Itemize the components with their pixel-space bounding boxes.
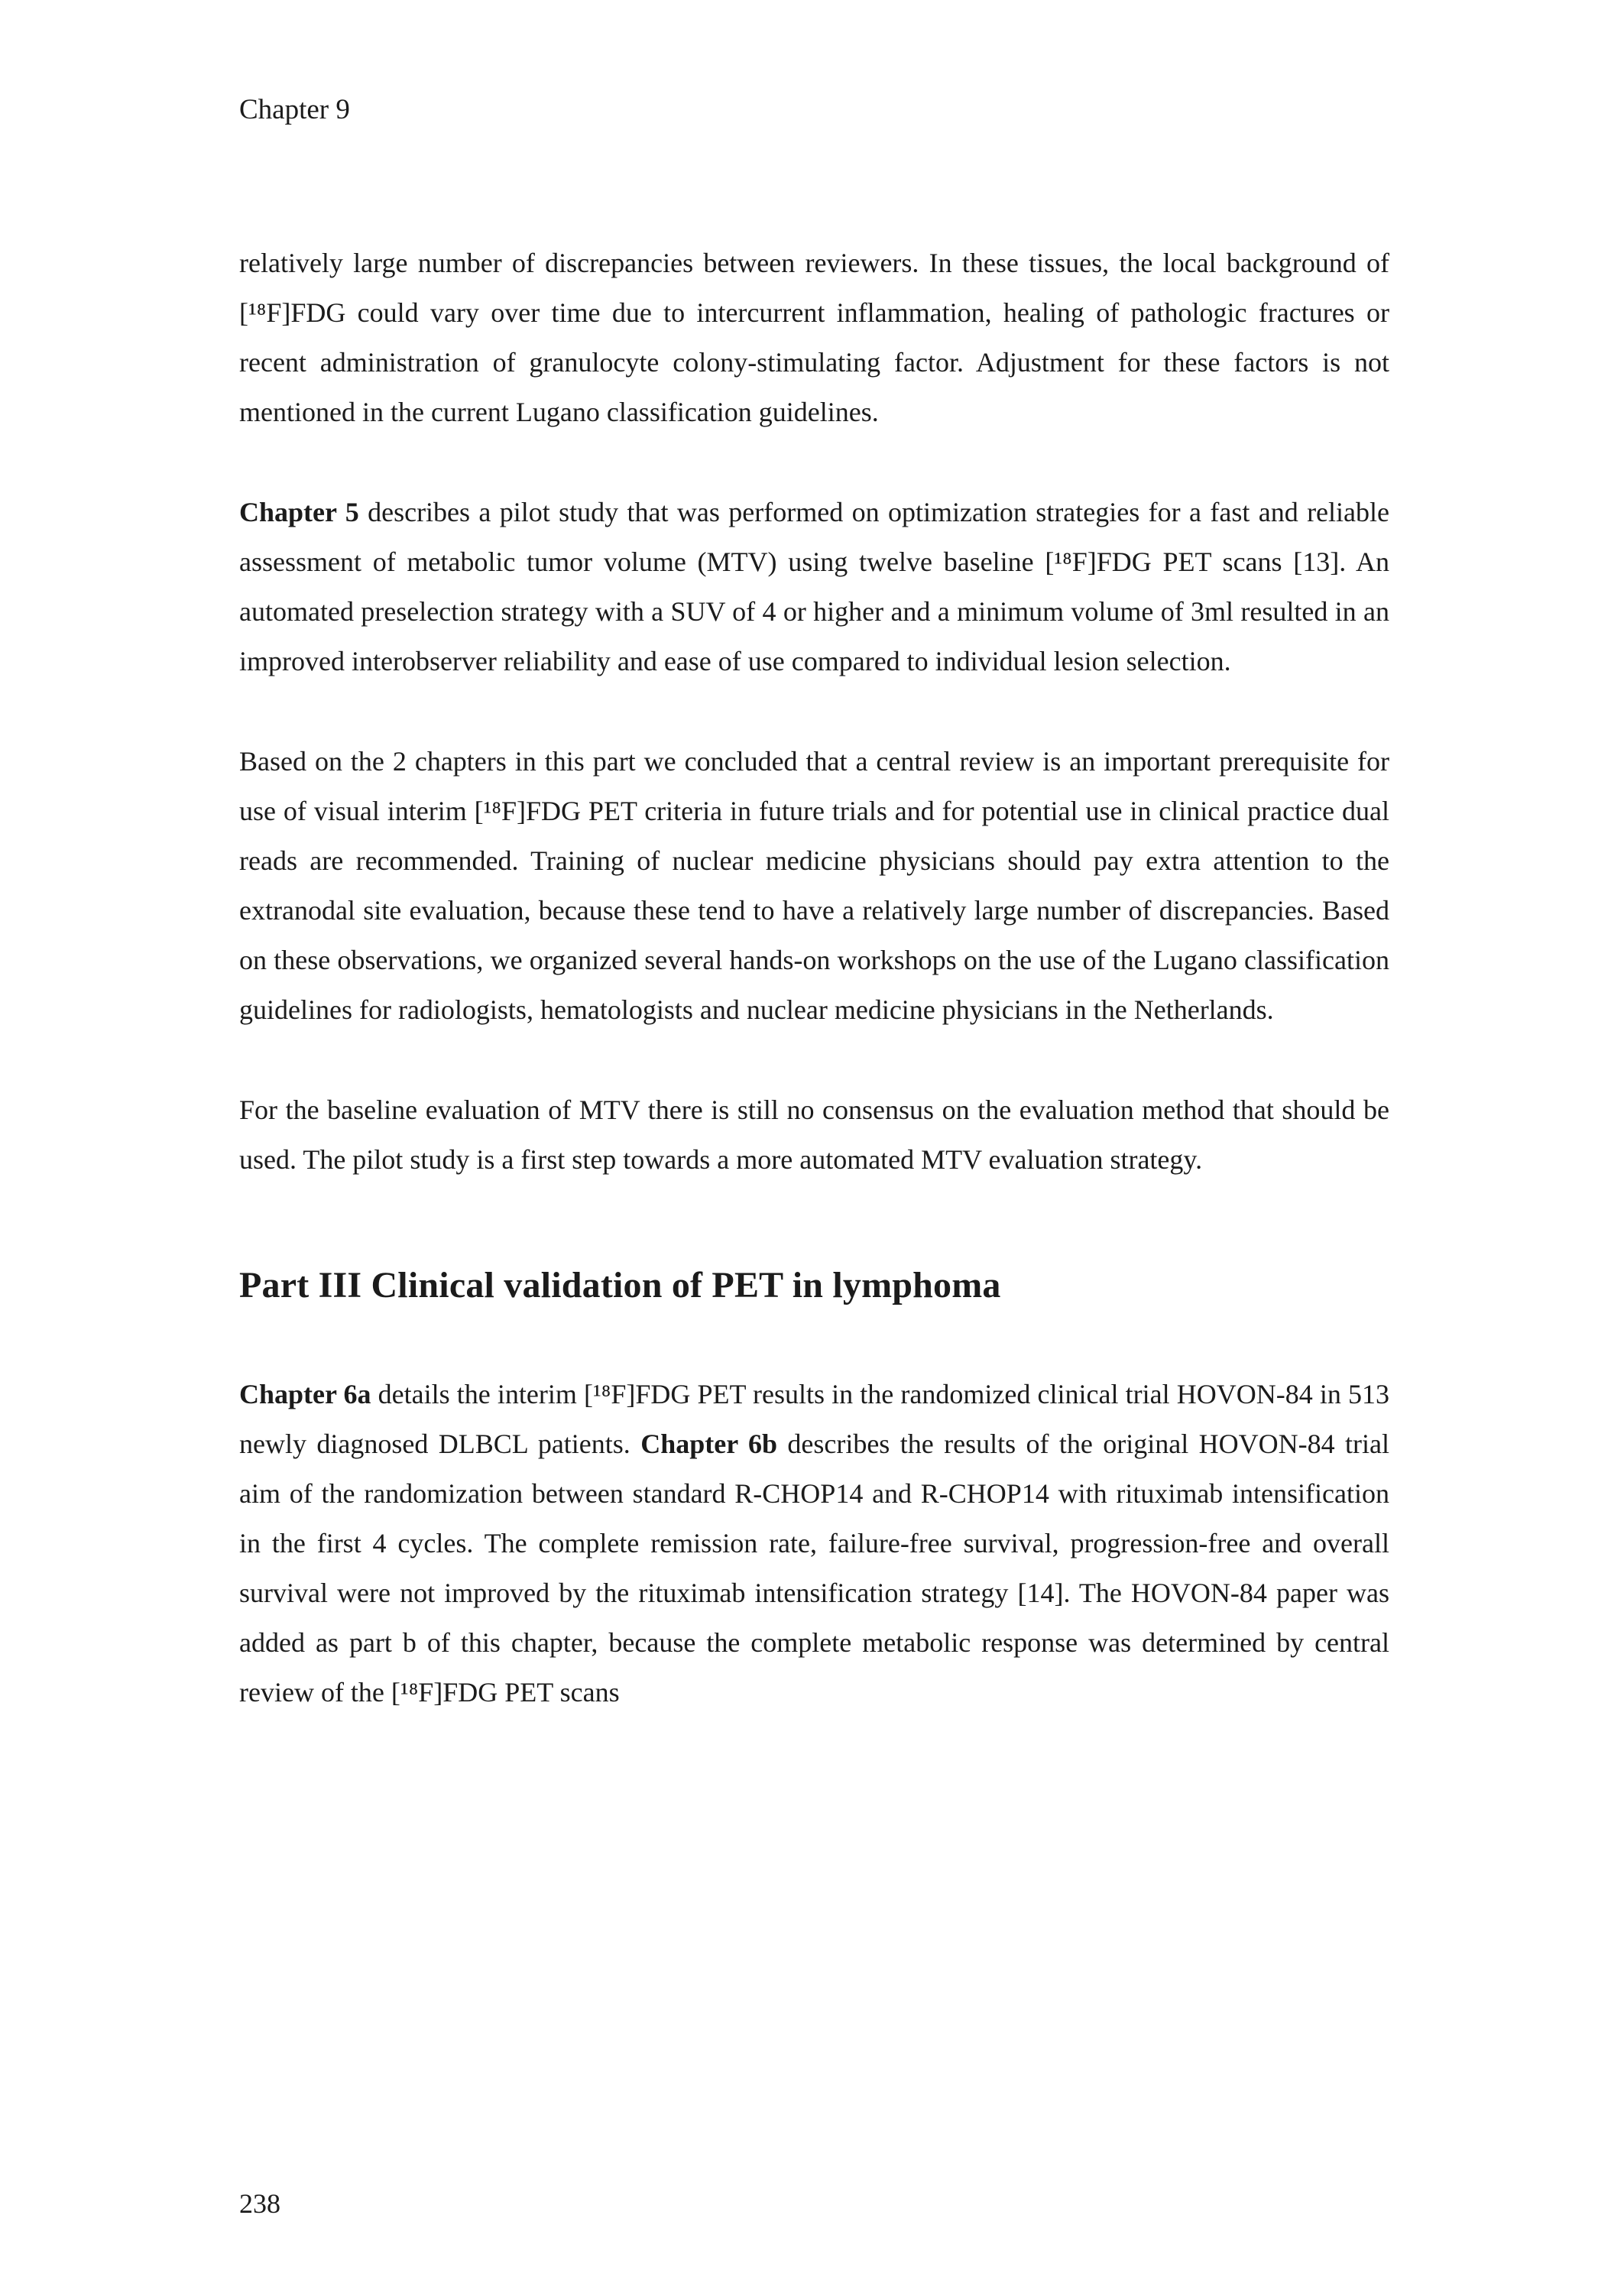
chapter-6b-label: Chapter 6b — [640, 1429, 777, 1459]
page-body — [239, 238, 1389, 1768]
page-number: 238 — [239, 2188, 280, 2219]
paragraph-discrepancies: relatively large number of discrepancies between reviewers. In these tissues, the local background of [¹⁸F]FDG could vary over time due to intercurrent inflammation, healing of pathologic fractures or recent administration of granulocyte colony-stimulating factor. Adjustment for these factors is not mentioned in the current Lugano classification guidelines. — [239, 248, 1389, 427]
chapter-6a-label: Chapter 6a — [239, 1379, 371, 1409]
paragraph-conclusion-part: Based on the 2 chapters in this part we concluded that a central review is an important prerequisite for use of visual interim [¹⁸F]FDG PET criteria in future trials and for potential use in clinical practice dual reads are recommended. Training of nuclear medicine physicians should pay extra attention to the extranodal site evaluation, because these tend to have a relatively large number of discrepancies. Based on these observations, we organized several hands-on workshops on the use of the Lugano classification guidelines for radiologists, hematologists and nuclear medicine physicians in the Netherlands. — [239, 746, 1389, 1025]
chapter-6b-text: describes the results of the original HOVON-84 trial aim of the randomization between standard R-CHOP14 and R-CHOP14 with rituximab intensification in the first 4 cycles. The complete remission rate, failure-free survival, progression-free and overall survival were not improved by the rituximab intensification strategy [14]. The HOVON-84 paper was added as part b of this chapter, because the complete metabolic response was determined by central review of the [¹⁸F]FDG PET scans — [239, 1429, 1389, 1708]
chapter-5-label: Chapter 5 — [239, 497, 359, 527]
paragraph-chapter-6 — [239, 1370, 1389, 1717]
paragraph-mtv-baseline: For the baseline evaluation of MTV there is still no consensus on the evaluation method that should be used. The pilot study is a first step towards a more automated MTV evaluation strategy. — [239, 1095, 1389, 1175]
running-header: Chapter 9 — [239, 94, 350, 125]
chapter-5-text: describes a pilot study that was performed on optimization strategies for a fast and reliable assessment of metabolic tumor volume (MTV) using twelve baseline [¹⁸F]FDG PET scans [13]. An automated preselection strategy with a SUV of 4 or higher and a minimum volume of 3ml resulted in an improved interobserver reliability and ease of use compared to individual lesion selection. — [239, 497, 1389, 676]
chapter-6a-text: details the interim [¹⁸F]FDG PET results in the randomized clinical trial HOVON-84 in 513 newly diagnosed DLBCL patients. — [239, 1379, 1389, 1459]
paragraph-chapter-5 — [239, 488, 1389, 686]
section-heading-part-iii: Part III Clinical validation of PET in lymphoma — [239, 1265, 1001, 1305]
